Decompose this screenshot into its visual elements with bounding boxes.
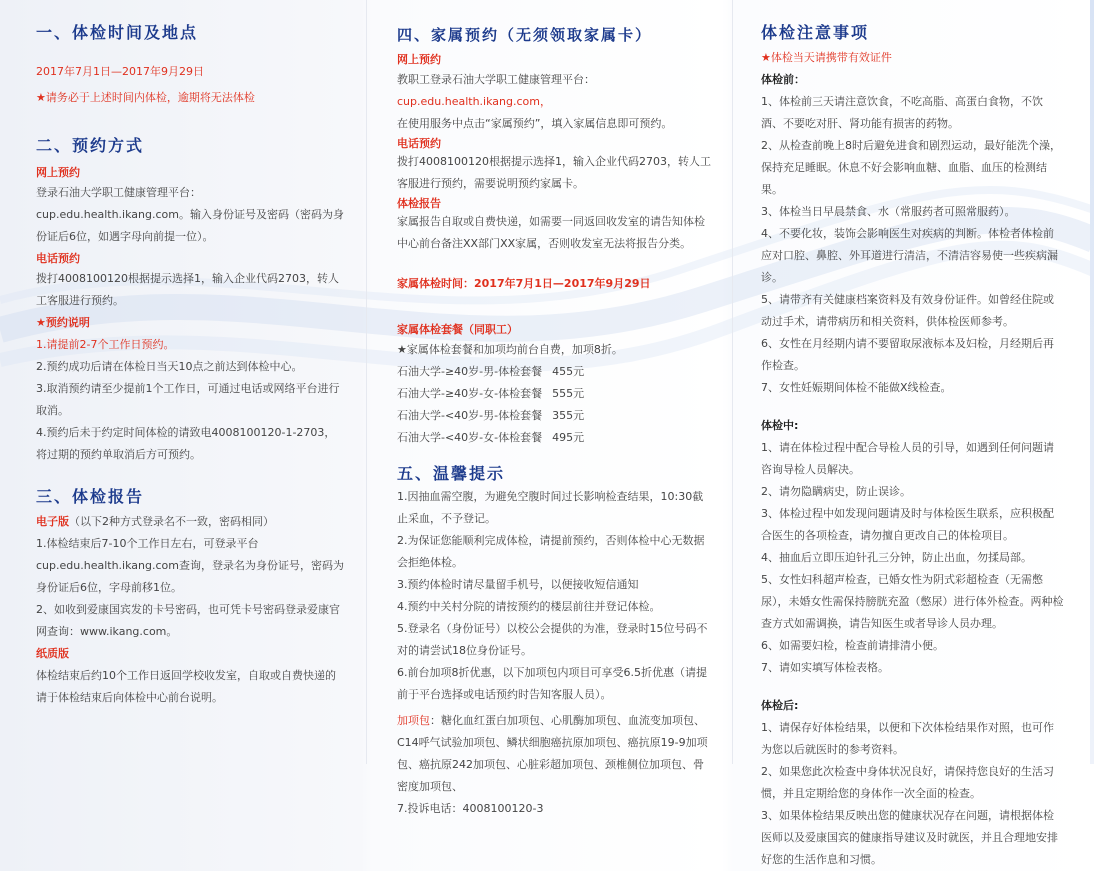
family-online-text-b: 在使用服务中点击“家属预约”，填入家属信息即可预约。: [397, 117, 673, 130]
after-item: 2、如果您此次检查中身体状况良好，请保持您良好的生活习惯，并且定期给您的身体作一次全面的检查。: [761, 765, 1054, 800]
section-title-time-location: 一、体检时间及地点: [36, 23, 199, 42]
column-right: [732, 0, 1094, 866]
before-item: 4、不要化妆，装饰会影响医生对疾病的判断。体检者体检前应对口腔、鼻腔、外耳道进行清洁，不清洁容易使一些疾病漏诊。: [761, 227, 1058, 284]
before-item: 1、体检前三天请注意饮食，不吃高脂、高蛋白食物，不饮酒、不要吃对肝、肾功能有损害的药物。: [761, 95, 1043, 130]
complaint-phone: 7.投诉电话：4008100120-3: [397, 802, 544, 815]
electronic-report-text: 2、如收到爱康国宾发的卡号密码，也可凭卡号密码登录爱康官网查询：www.ikang.com。: [36, 603, 340, 638]
during-heading: 体检中:: [761, 419, 799, 432]
booking-rule: 1.请提前2-7个工作日预约。: [36, 338, 175, 351]
tip-item: 5.登录名（身份证号）以校公会提供的为准，登录时15位号码不对的请尝试18位身份证号。: [397, 622, 708, 657]
column-middle: [366, 0, 732, 815]
paper-report-text: 体检结束后约10个工作日返回学校收发室，自取或自费快递的请于体检结束后向体检中心前台说明。: [36, 669, 336, 704]
online-booking-heading: 网上预约: [36, 166, 80, 179]
column-left: [0, 0, 366, 764]
notes-title: 体检注意事项: [761, 23, 870, 42]
booking-rules-heading: ★预约说明: [36, 316, 90, 329]
section-title-report: 三、体检报告: [36, 487, 145, 506]
package-name: 石油大学-<40岁-男-体检套餐: [397, 409, 543, 422]
tip-item: 4.预约中关村分院的请按预约的楼层前往并登记体检。: [397, 600, 661, 613]
family-phone-text: 拨打4008100120根据提示选择1，输入企业代码2703，转人工客服进行预约，需要说明预约家属卡。: [397, 155, 711, 190]
id-note: ★体检当天请携带有效证件: [761, 51, 892, 64]
package-price: 355元: [552, 409, 585, 422]
family-exam-time: 家属体检时间：2017年7月1日—2017年9月29日: [397, 277, 651, 290]
package-price: 555元: [552, 387, 585, 400]
tip-item: 6.前台加项8折优惠，以下加项包内项目可享受6.5折优惠（请提前于平台选择或电话预约时告知客服人员）。: [397, 666, 707, 701]
exam-date: 2017年7月1日—2017年9月29日: [36, 65, 204, 78]
tips-list: [397, 486, 712, 820]
addon-text: ：糖化血红蛋白加项包、心肌酶加项包、血流变加项包、C14呼气试验加项包、鳞状细胞癌抗原加项包、癌抗原19-9加项包、癌抗原242加项包、心脏彩超加项包、颈椎侧位加项包、骨密度加项包、: [397, 714, 708, 793]
package-item: [397, 361, 712, 383]
page-edge: [1090, 0, 1094, 764]
family-online-heading: 网上预约: [397, 53, 441, 66]
family-online-text-a: 教职工登录石油大学职工健康管理平台：: [397, 73, 595, 86]
after-heading: 体检后:: [761, 699, 799, 712]
before-item: 2、从检查前晚上8时后避免进食和剧烈运动，最好能洗个澡，保持充足睡眠。休息不好会影响血糖、血脂、血压的检测结果。: [761, 139, 1061, 196]
during-item: 7、请如实填写体检表格。: [761, 661, 889, 674]
section-title-tips: 五、温馨提示: [397, 464, 506, 483]
during-list: [761, 437, 1064, 679]
package-name: 石油大学-≥40岁-男-体检套餐: [397, 365, 543, 378]
phone-booking-heading: 电话预约: [36, 252, 80, 265]
electronic-report-note: （以下2种方式登录名不一致，密码相同）: [69, 515, 274, 528]
package-name: 石油大学-≥40岁-女-体检套餐: [397, 387, 543, 400]
paper-report-heading: 纸质版: [36, 647, 69, 660]
during-item: 1、请在体检过程中配合导检人员的引导，如遇到任何问题请咨询导检人员解决。: [761, 441, 1054, 476]
booking-rule: 3.取消预约请至少提前1个工作日，可通过电话或网络平台进行取消。: [36, 382, 340, 417]
package-item: [397, 405, 712, 427]
electronic-report-heading-row: [36, 511, 346, 533]
addon-label: 加项包: [397, 714, 430, 727]
before-item: 6、女性在月经期内请不要留取尿液标本及妇检，月经期后再作检查。: [761, 337, 1054, 372]
package-item: [397, 383, 712, 405]
during-item: 5、女性妇科超声检查，已婚女性为阴式彩超检查（无需憋尿），未婚女性需保持膀胱充盈（憋尿）进行体外检查。两种检查方式如需调换，请告知医生或者导诊人员办理。: [761, 573, 1064, 630]
family-report-text: 家属报告自取或自费快递，如需要一同返回收发室的请告知体检中心前台备注XX部门XX家属，否则收发室无法将报告分类。: [397, 215, 705, 250]
tip-item: 1.因抽血需空腹，为避免空腹时间过长影响检查结果，10:30截止采血，不予登记。: [397, 490, 704, 525]
family-package-note: ★家属体检套餐和加项均前台自费，加项8折。: [397, 343, 623, 356]
after-item: 1、请保存好体检结果，以便和下次体检结果作对照，也可作为您以后就医时的参考资料。: [761, 721, 1054, 756]
family-report-heading: 体检报告: [397, 197, 441, 210]
package-list: [397, 361, 712, 449]
before-item: 3、体检当日早晨禁食、水（常服药者可照常服药）。: [761, 205, 1016, 218]
tip-item: 2.为保证您能顺利完成体检，请提前预约，否则体检中心无数据会拒绝体检。: [397, 534, 705, 569]
platform-link[interactable]: cup.edu.health.ikang.com，: [397, 95, 551, 108]
family-online-text: [397, 69, 712, 135]
booking-rule: 2.预约成功后请在体检日当天10点之前达到体检中心。: [36, 360, 303, 373]
phone-booking-text: 拨打4008100120根据提示选择1，输入企业代码2703，转人工客服进行预约。: [36, 272, 339, 307]
exam-date-note: ★请务必于上述时间内体检，逾期将无法体检: [36, 91, 255, 104]
family-package-heading: 家属体检套餐（同职工）: [397, 323, 518, 336]
booking-rule: 4.预约后未于约定时间体检的请致电4008100120-1-2703，将过期的预约单取消后方可预约。: [36, 426, 336, 461]
during-item: 4、抽血后立即压迫针孔三分钟，防止出血，勿揉局部。: [761, 551, 1032, 564]
section-title-family-booking: 四、家属预约（无须领取家属卡）: [397, 26, 653, 44]
before-item: 5、请带齐有关健康档案资料及有效身份证件。如曾经住院或动过手术，请带病历和相关资料，供体检医师参考。: [761, 293, 1054, 328]
package-name: 石油大学-<40岁-女-体检套餐: [397, 431, 543, 444]
before-heading: 体检前：: [761, 73, 805, 86]
before-list: [761, 91, 1064, 399]
during-item: 6、如需要妇检，检查前请排清小便。: [761, 639, 944, 652]
after-item: 3、如果体检结果反映出您的健康状况存在问题，请根据体检医师以及爱康国宾的健康指导建议及时就医，并且合理地安排好您的生活作息和习惯。: [761, 809, 1058, 866]
before-item: 7、女性妊娠期间体检不能做X线检查。: [761, 381, 952, 394]
package-price: 495元: [552, 431, 585, 444]
section-title-booking: 二、预约方式: [36, 136, 145, 155]
addon-packages: [397, 710, 712, 798]
package-item: [397, 427, 712, 449]
package-price: 455元: [552, 365, 585, 378]
tip-item: 3.预约体检时请尽量留手机号，以便接收短信通知: [397, 578, 639, 591]
electronic-report-heading: 电子版: [36, 515, 69, 528]
online-booking-text: 登录石油大学职工健康管理平台：cup.edu.health.ikang.com。输入身份证号及密码（密码为身份证后6位，如遇字母向前提一位）。: [36, 186, 344, 243]
after-list: [761, 717, 1064, 871]
during-item: 2、请勿隐瞒病史，防止误诊。: [761, 485, 911, 498]
family-phone-heading: 电话预约: [397, 137, 441, 150]
electronic-report-text: 1.体检结束后7-10个工作日左右，可登录平台cup.edu.health.ikang.com查询，登录名为身份证号，密码为身份证后6位，字母前移1位。: [36, 537, 344, 594]
during-item: 3、体检过程中如发现问题请及时与体检医生联系，应积极配合医生的各项检查，请勿擅自更改自己的体检项目。: [761, 507, 1054, 542]
